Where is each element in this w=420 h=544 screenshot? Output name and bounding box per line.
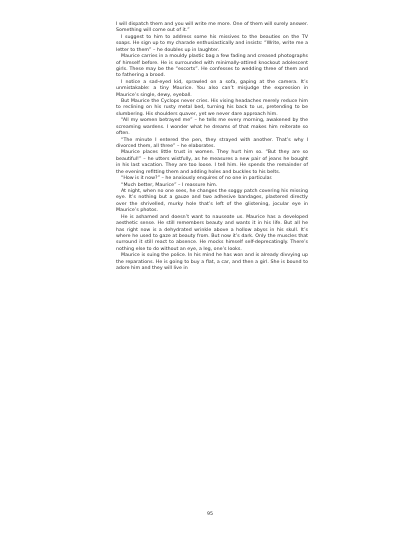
paragraph: “How is it now?” – he anxiously enquires of no one in particular. [121, 176, 273, 182]
paragraph: I will dispatch them and you will write me more. One of them will surely answer. Something will come out of it.” [116, 22, 308, 34]
paragraph: Maurice places little trust in women. They hurt him so. “But they are so beautiful!” – he utters wistfully, as he measures a new pair of jeans he bought in his last vacation. They are too loose. I tell him. He spends the remainder of the evening refitting them and adding holes and buckles to his belts. [116, 150, 308, 175]
paragraph: But Maurice the Cyclops never cries. His vising headaches merely reduce him to reclining on his rusty metal bed, turning his back to us, pretending to be slumbering. His shoulders quaver, yet we never dare approach him. [116, 99, 308, 117]
paragraph: Maurice is suing the police. In his mind he has won and is already divvying up the reparations. He is going to buy a flat, a car, and then a girl. She is bound to adore him and they will live in [116, 253, 308, 272]
page-number: 95 [206, 512, 214, 517]
paragraph: He is ashamed and doesn’t want to nauseate us. Maurice has a developed aesthetic sense. He still remembers beauty and wants it in his life. But all he has right now is a dehydrated wrinkle above a hollow abyss in his skull. It’s where he used to gaze at beauty from. But now it’s dark. Only the muscles that surround it still react to absence. He mocks himself self-deprecatingly. There’s nothing else to do without an eye, a leg, one’s looks. [116, 214, 308, 252]
paragraph: At night, when no one sees, he changes the soggy patch covering his missing eye. It’s nothing but a gauze and two adhesive bandages, plastered directly over the shrivelled, murky hole that’s left of the glistening, jocular eye in Maurice’s photos. [116, 188, 308, 214]
paragraph: I notice a sad-eyed kid, sprawled on a sofa, gaping at the camera. It’s unmistakable: a tiny Maurice. You also can’t misjudge the expression in Maurice’s single, dewy, eyeball. [116, 79, 308, 98]
paragraph: Maurice carries in a mouldy plastic bag a few fading and creased photographs of himself before. He is surrounded with minimally-attired knockout adolescent girls. These may be the “escorts”. He confesses to wedding three of them and to fathering a brood. [116, 54, 308, 79]
paragraph: “All my women betrayed me” – he tells me every morning, awakened by the screaming wardens. I wonder what he dreams of that makes him reiterate so often. [116, 118, 308, 137]
paragraph: “Much better, Maurice” – I reassure him. [121, 182, 218, 188]
page-body-text [116, 22, 308, 272]
paragraph: “The minute I entered the pen, they strayed with another. That’s why I divorced them, all three” – he elaborates. [116, 137, 308, 150]
paragraph: I suggest to him to address some his missives to the beauties on the TV soaps. He sign up to my charade enthusiastically and insists: “Write, write me a letter to them” – he doubles up in laughter. [116, 34, 308, 53]
